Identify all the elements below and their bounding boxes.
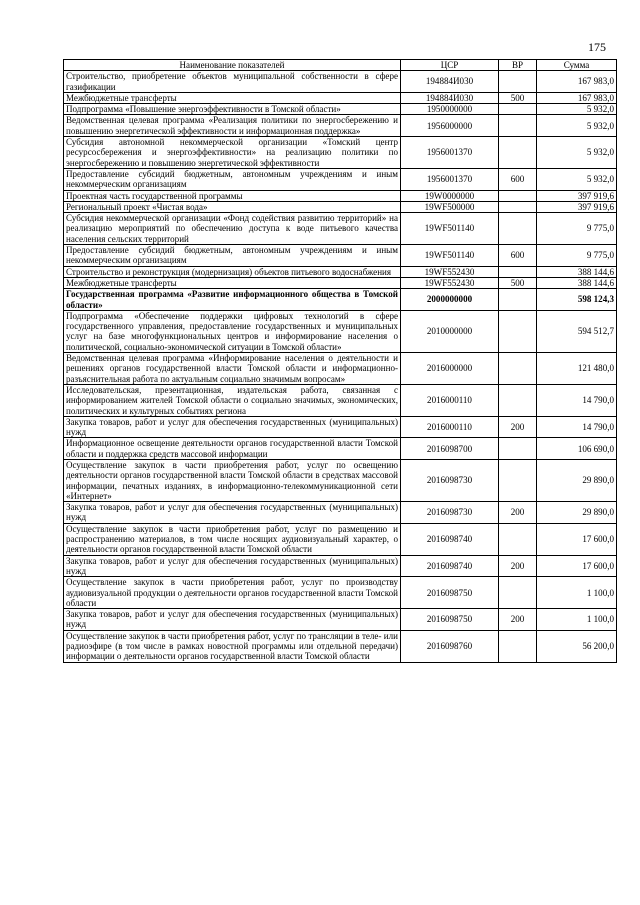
row-vr: 600 bbox=[499, 168, 537, 190]
row-sum: 14 790,0 bbox=[537, 416, 617, 438]
header-name: Наименование показателей bbox=[64, 60, 401, 71]
table-row bbox=[64, 266, 617, 277]
row-vr bbox=[499, 310, 537, 352]
header-vr: ВР bbox=[499, 60, 537, 71]
table-row bbox=[64, 577, 617, 609]
row-vr: 200 bbox=[499, 416, 537, 438]
row-csr: 19WF501140 bbox=[401, 245, 499, 267]
row-csr: 2016098740 bbox=[401, 523, 499, 555]
table-row bbox=[64, 523, 617, 555]
row-csr: 19WF552430 bbox=[401, 266, 499, 277]
table-row bbox=[64, 115, 617, 137]
row-name: Закупка товаров, работ и услуг для обеспечения государственных (муниципальных) нужд bbox=[64, 502, 401, 524]
row-name: Региональный проект «Чистая вода» bbox=[64, 201, 401, 212]
row-name: Осуществление закупок в части приобретения работ, услуг по освещению деятельности органов государственной власти Томской области в средствах массовой информации, печатных изданиях, в информационно-телекоммуникационной сети «Интернет» bbox=[64, 459, 401, 501]
row-sum: 397 919,6 bbox=[537, 201, 617, 212]
row-vr: 600 bbox=[499, 245, 537, 267]
row-csr: 2016098730 bbox=[401, 459, 499, 501]
row-sum: 17 600,0 bbox=[537, 555, 617, 577]
table-row bbox=[64, 213, 617, 245]
row-csr: 19WF552430 bbox=[401, 277, 499, 288]
row-vr bbox=[499, 190, 537, 201]
row-csr: 2016098730 bbox=[401, 502, 499, 524]
row-name: Межбюджетные трансферты bbox=[64, 277, 401, 288]
row-vr: 200 bbox=[499, 502, 537, 524]
row-sum: 598 124,3 bbox=[537, 289, 617, 311]
row-vr bbox=[499, 71, 537, 93]
row-csr: 194884И030 bbox=[401, 92, 499, 103]
row-sum: 121 480,0 bbox=[537, 353, 617, 385]
table-row bbox=[64, 630, 617, 662]
table-body bbox=[64, 71, 617, 662]
row-vr bbox=[499, 137, 537, 169]
table-row bbox=[64, 71, 617, 93]
table-row bbox=[64, 384, 617, 416]
row-csr: 2010000000 bbox=[401, 310, 499, 352]
row-csr: 2016098700 bbox=[401, 438, 499, 460]
table-row bbox=[64, 289, 617, 311]
table-row bbox=[64, 459, 617, 501]
table-row bbox=[64, 137, 617, 169]
row-name: Подпрограмма «Обеспечение поддержки цифровых технологий в сфере государственного управления, предоставление государственных и муниципальных услуг на базе многофункциональных центров и информирование населения о политической, социально-экономической ситуации в Томской области» bbox=[64, 310, 401, 352]
row-name: Закупка товаров, работ и услуг для обеспечения государственных (муниципальных) нужд bbox=[64, 416, 401, 438]
table-row bbox=[64, 502, 617, 524]
header-sum: Сумма bbox=[537, 60, 617, 71]
row-name: Строительство и реконструкция (модернизация) объектов питьевого водоснабжения bbox=[64, 266, 401, 277]
row-vr bbox=[499, 353, 537, 385]
row-csr: 1950000000 bbox=[401, 104, 499, 115]
row-sum: 106 690,0 bbox=[537, 438, 617, 460]
row-csr: 2016098750 bbox=[401, 609, 499, 631]
row-vr bbox=[499, 459, 537, 501]
row-name: Государственная программа «Развитие информационного общества в Томской области» bbox=[64, 289, 401, 311]
row-sum: 388 144,6 bbox=[537, 277, 617, 288]
row-sum: 29 890,0 bbox=[537, 502, 617, 524]
row-vr: 200 bbox=[499, 555, 537, 577]
table-row bbox=[64, 245, 617, 267]
row-sum: 17 600,0 bbox=[537, 523, 617, 555]
table-header-row bbox=[64, 60, 617, 71]
row-name: Подпрограмма «Повышение энергоэффективности в Томской области» bbox=[64, 104, 401, 115]
table-row bbox=[64, 438, 617, 460]
row-name: Ведомственная целевая программа «Реализация политики по энергосбережению и повышению энергетической эффективности и информационная поддержка» bbox=[64, 115, 401, 137]
row-name: Осуществление закупок в части приобретения работ, услуг по трансляции в теле- или радиоэфире (в том числе в рамках новостной программы или отдельной передачи) информации о деятельности органов государственной власти Томской области bbox=[64, 630, 401, 662]
row-csr: 194884И030 bbox=[401, 71, 499, 93]
row-csr: 2016098740 bbox=[401, 555, 499, 577]
row-csr: 19WF500000 bbox=[401, 201, 499, 212]
table-row bbox=[64, 353, 617, 385]
row-csr: 19WF501140 bbox=[401, 213, 499, 245]
row-sum: 397 919,6 bbox=[537, 190, 617, 201]
table-row bbox=[64, 277, 617, 288]
row-csr: 19W0000000 bbox=[401, 190, 499, 201]
row-sum: 167 983,0 bbox=[537, 92, 617, 103]
row-name: Предоставление субсидий бюджетным, автономным учреждениям и иным некоммерческим организациям bbox=[64, 168, 401, 190]
row-sum: 167 983,0 bbox=[537, 71, 617, 93]
budget-table bbox=[63, 59, 617, 663]
header-csr: ЦСР bbox=[401, 60, 499, 71]
row-name: Субсидия автономной некоммерческой организации «Томский центр ресурсосбережения и энергоэффективности» на реализацию политики по энергосбережению и повышению энергетической эффективности bbox=[64, 137, 401, 169]
row-sum: 5 932,0 bbox=[537, 168, 617, 190]
row-sum: 5 932,0 bbox=[537, 104, 617, 115]
row-vr bbox=[499, 115, 537, 137]
row-sum: 1 100,0 bbox=[537, 609, 617, 631]
row-name: Ведомственная целевая программа «Информирование населения о деятельности и решениях органов государственной власти Томской области и информационно-разъяснительная работа по актуальным социально значимым вопросам» bbox=[64, 353, 401, 385]
row-vr bbox=[499, 266, 537, 277]
row-sum: 9 775,0 bbox=[537, 213, 617, 245]
row-csr: 1956001370 bbox=[401, 137, 499, 169]
row-name: Закупка товаров, работ и услуг для обеспечения государственных (муниципальных) нужд bbox=[64, 555, 401, 577]
row-vr bbox=[499, 577, 537, 609]
row-sum: 5 932,0 bbox=[537, 137, 617, 169]
row-name: Строительство, приобретение объектов муниципальной собственности в сфере газификации bbox=[64, 71, 401, 93]
row-csr: 2016098750 bbox=[401, 577, 499, 609]
row-vr bbox=[499, 384, 537, 416]
row-vr bbox=[499, 201, 537, 212]
row-name: Субсидия некоммерческой организации «Фонд содействия развитию территорий» на реализацию мероприятий по обеспечению доступа к воде питьевого качества населения сельских территорий bbox=[64, 213, 401, 245]
row-csr: 2016098760 bbox=[401, 630, 499, 662]
page-number: 175 bbox=[588, 40, 606, 54]
row-sum: 5 932,0 bbox=[537, 115, 617, 137]
row-vr bbox=[499, 289, 537, 311]
table-row bbox=[64, 92, 617, 103]
row-csr: 2016000110 bbox=[401, 416, 499, 438]
row-name: Осуществление закупок в части приобретения работ, услуг по производству аудиовизуальной продукции о деятельности органов государственной власти Томской области bbox=[64, 577, 401, 609]
row-sum: 14 790,0 bbox=[537, 384, 617, 416]
row-sum: 594 512,7 bbox=[537, 310, 617, 352]
table-row bbox=[64, 190, 617, 201]
row-csr: 2016000110 bbox=[401, 384, 499, 416]
table-row bbox=[64, 310, 617, 352]
row-sum: 9 775,0 bbox=[537, 245, 617, 267]
row-sum: 29 890,0 bbox=[537, 459, 617, 501]
row-vr bbox=[499, 213, 537, 245]
table-row bbox=[64, 416, 617, 438]
row-vr bbox=[499, 523, 537, 555]
table-row bbox=[64, 104, 617, 115]
row-csr: 1956001370 bbox=[401, 168, 499, 190]
row-name: Исследовательская, презентационная, издательская работа, связанная с информированием жителей Томской области о социально значимых, экономических, политических и культурных событиях региона bbox=[64, 384, 401, 416]
row-vr bbox=[499, 438, 537, 460]
row-vr bbox=[499, 104, 537, 115]
row-name: Информационное освещение деятельности органов государственной власти Томской области и поддержка средств массовой информации bbox=[64, 438, 401, 460]
row-csr: 2000000000 bbox=[401, 289, 499, 311]
row-sum: 388 144,6 bbox=[537, 266, 617, 277]
row-sum: 1 100,0 bbox=[537, 577, 617, 609]
table-row bbox=[64, 609, 617, 631]
table-row bbox=[64, 555, 617, 577]
table-row bbox=[64, 168, 617, 190]
row-name: Проектная часть государственной программы bbox=[64, 190, 401, 201]
row-vr: 500 bbox=[499, 277, 537, 288]
row-vr: 500 bbox=[499, 92, 537, 103]
table-row bbox=[64, 201, 617, 212]
row-name: Предоставление субсидий бюджетным, автономным учреждениям и иным некоммерческим организациям bbox=[64, 245, 401, 267]
row-vr: 200 bbox=[499, 609, 537, 631]
row-sum: 56 200,0 bbox=[537, 630, 617, 662]
row-vr bbox=[499, 630, 537, 662]
row-name: Закупка товаров, работ и услуг для обеспечения государственных (муниципальных) нужд bbox=[64, 609, 401, 631]
row-csr: 1956000000 bbox=[401, 115, 499, 137]
row-csr: 2016000000 bbox=[401, 353, 499, 385]
row-name: Межбюджетные трансферты bbox=[64, 92, 401, 103]
row-name: Осуществление закупок в части приобретения работ, услуг по размещению и распространению материалов, в том числе носящих аудиовизуальный характер, о деятельности органов государственной власти Томской области bbox=[64, 523, 401, 555]
